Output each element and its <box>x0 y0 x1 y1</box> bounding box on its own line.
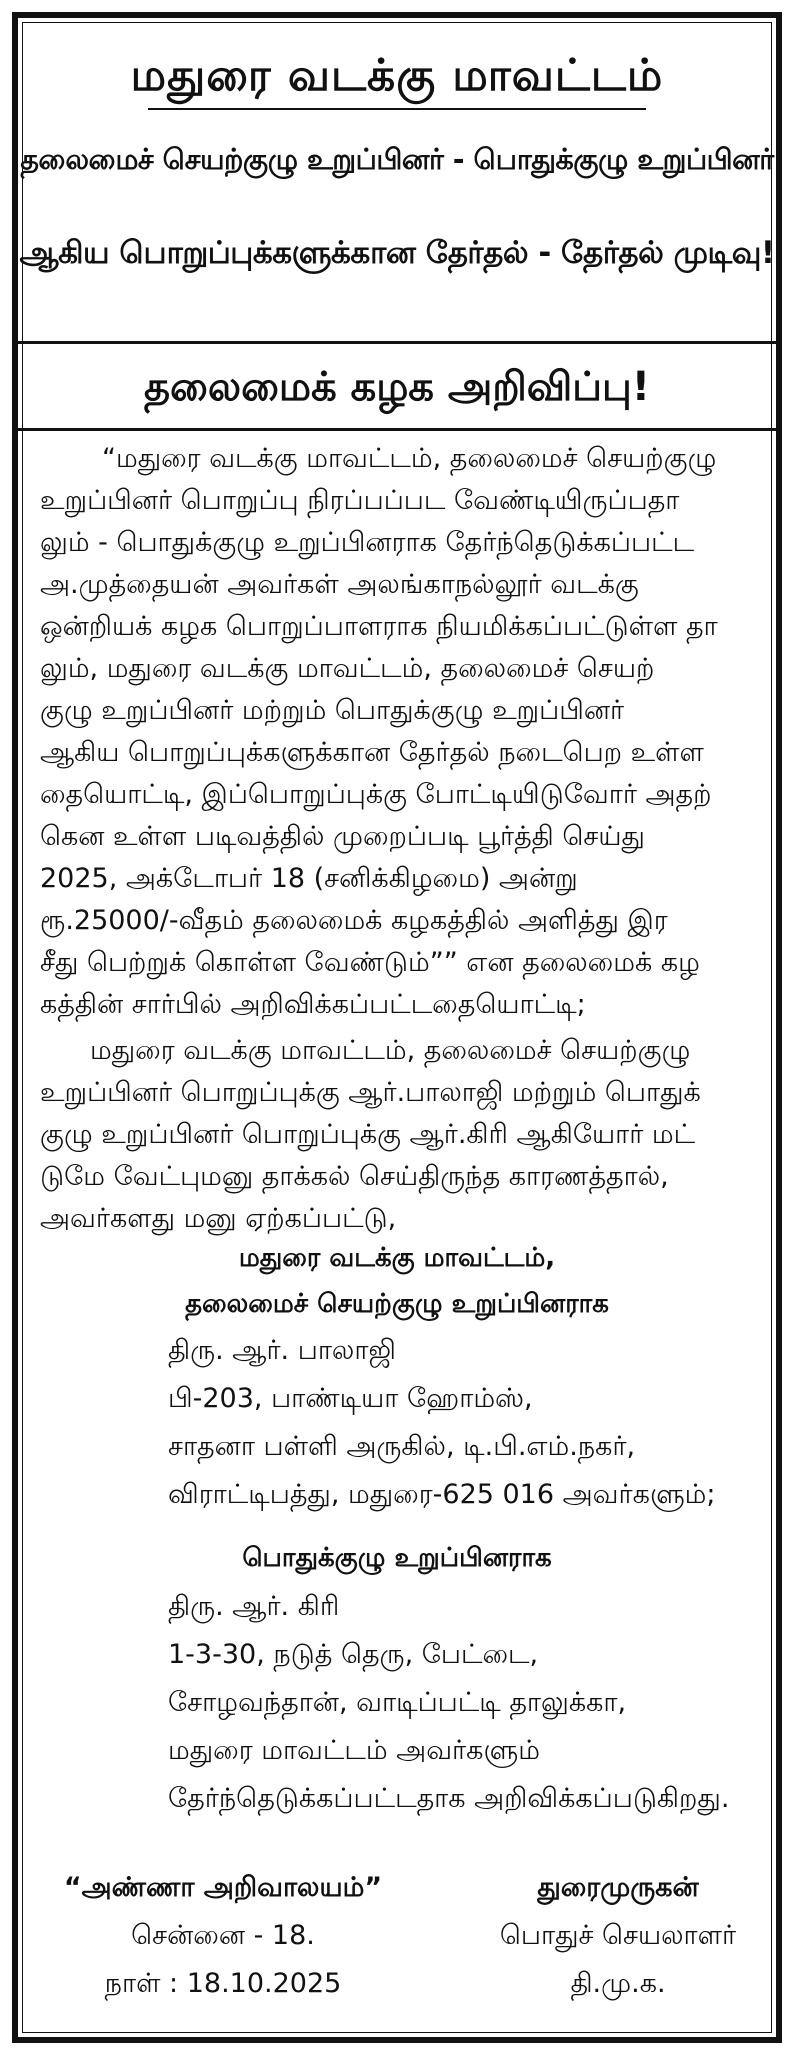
paragraph-2 <box>40 1030 760 1240</box>
paragraph-line: கென உள்ள படிவத்தில் முறைப்படி பூர்த்தி செய்து <box>40 821 645 852</box>
office-city: சென்னை - 18. <box>131 1920 315 1951</box>
address-line: தேர்ந்தெடுக்கப்பட்டதாக அறிவிக்கப்படுகிறது. <box>168 1783 730 1814</box>
paragraph-line: லும், மதுரை வடக்கு மாவட்டம், தலைமைச் செயற் <box>40 653 655 684</box>
party-name: தி.மு.க. <box>570 1968 666 1999</box>
result-1-district: மதுரை வடக்கு மாவட்டம், <box>238 1243 556 1273</box>
district-heading: மதுரை வடக்கு மாவட்டம் <box>130 50 664 101</box>
paragraph-line: “மதுரை வடக்கு மாவட்டம், தலைமைச் செயற்குழு <box>102 443 717 474</box>
paragraph-line: டுமே வேட்புமனு தாக்கல் செய்திருந்த காரணத்தால், <box>40 1161 669 1192</box>
address-line: விராட்டிபத்து, மதுரை-625 016 அவர்களும்; <box>168 1479 716 1510</box>
paragraph-line: ஆகிய பொறுப்புக்களுக்கான தேர்தல் நடைபெற உள்ள <box>40 737 704 768</box>
paragraph-line: கத்தின் சார்பில் அறிவிக்கப்பட்டதையொட்டி; <box>40 989 586 1020</box>
address-line: சாதனா பள்ளி அருகில், டி.பி.எம்.நகர், <box>168 1431 636 1462</box>
paragraph-line: சீது பெற்றுக் கொள்ள வேண்டும்”” என தலைமைக் கழ <box>40 947 700 978</box>
result-1-role: தலைமைச் செயற்குழு உறுப்பினராக <box>185 1289 609 1319</box>
paragraph-1 <box>40 438 760 1026</box>
office-name: “அண்ணா அறிவாலயம்” <box>63 1872 383 1903</box>
paragraph-line: 2025, அக்டோபர் 18 (சனிக்கிழமை) அன்று <box>40 863 578 894</box>
district-underline <box>148 108 646 110</box>
paragraph-line: ரூ.25000/-வீதம் தலைமைக் கழகத்தில் அளித்து இர <box>40 905 668 936</box>
paragraph-line: அ.முத்தையன் அவர்கள் அலங்காநல்லூர் வடக்கு <box>40 569 639 600</box>
paragraph-line: மதுரை வடக்கு மாவட்டம், தலைமைச் செயற்குழு <box>90 1035 691 1066</box>
paragraph-line: உறுப்பினர் பொறுப்பு நிரப்பப்பட வேண்டியிருப்பதா <box>40 485 680 516</box>
signatory-title: பொதுச் செயலாளர் <box>499 1920 737 1951</box>
result-2-role: பொதுக்குழு உறுப்பினராக <box>242 1543 552 1573</box>
result-2-address <box>168 1586 729 1826</box>
headline-line-1: தலைமைச் செயற்குழு உறுப்பினர் - பொதுக்குழு உறுப்பினர் <box>20 143 774 176</box>
header-divider <box>18 341 776 344</box>
address-line: 1-3-30, நடுத் தெரு, பேட்டை, <box>168 1639 539 1670</box>
notice-date: நாள் : 18.10.2025 <box>104 1968 342 1999</box>
notice-frame <box>12 12 782 2043</box>
announcement-divider <box>18 428 776 431</box>
address-line: சோழவந்தான், வாடிப்பட்டி தாலுக்கா, <box>168 1687 627 1718</box>
address-line: பி-203, பாண்டியா ஹோம்ஸ், <box>168 1383 533 1414</box>
paragraph-line: அவர்களது மனு ஏற்கப்பட்டு, <box>40 1203 397 1234</box>
result-1-address <box>168 1330 716 1522</box>
paragraph-line: தையொட்டி, இப்பொறுப்புக்கு போட்டியிடுவோர் அதற் <box>40 779 712 810</box>
signatory-block <box>458 1864 778 2008</box>
paragraph-line: லும் - பொதுக்குழு உறுப்பினராக தேர்ந்தெடுக்கப்பட்ட <box>40 527 695 558</box>
notice-header <box>18 18 776 345</box>
paragraph-line: குழு உறுப்பினர் மற்றும் பொதுக்குழு உறுப்பினர் <box>40 695 625 726</box>
paragraph-line: உறுப்பினர் பொறுப்புக்கு ஆர்.பாலாஜி மற்றும் பொதுக் <box>40 1077 701 1108</box>
issuing-office <box>58 1864 388 2008</box>
announcement-title: தலைமைக் கழக அறிவிப்பு! <box>143 364 651 410</box>
address-line: திரு. ஆர். கிரி <box>168 1591 340 1622</box>
address-line: திரு. ஆர். பாலாஜி <box>168 1335 396 1366</box>
paragraph-line: குழு உறுப்பினர் பொறுப்புக்கு ஆர்.கிரி ஆகியோர் மட் <box>40 1119 696 1150</box>
paragraph-line: ஒன்றியக் கழக பொறுப்பாளராக நியமிக்கப்பட்டுள்ள தா <box>40 611 718 642</box>
signatory-name: துரைமுருகன் <box>537 1872 699 1903</box>
headline-line-2: ஆகிய பொறுப்புக்களுக்கான தேர்தல் - தேர்தல் முடிவு! <box>19 235 775 271</box>
address-line: மதுரை மாவட்டம் அவர்களும் <box>168 1735 540 1766</box>
